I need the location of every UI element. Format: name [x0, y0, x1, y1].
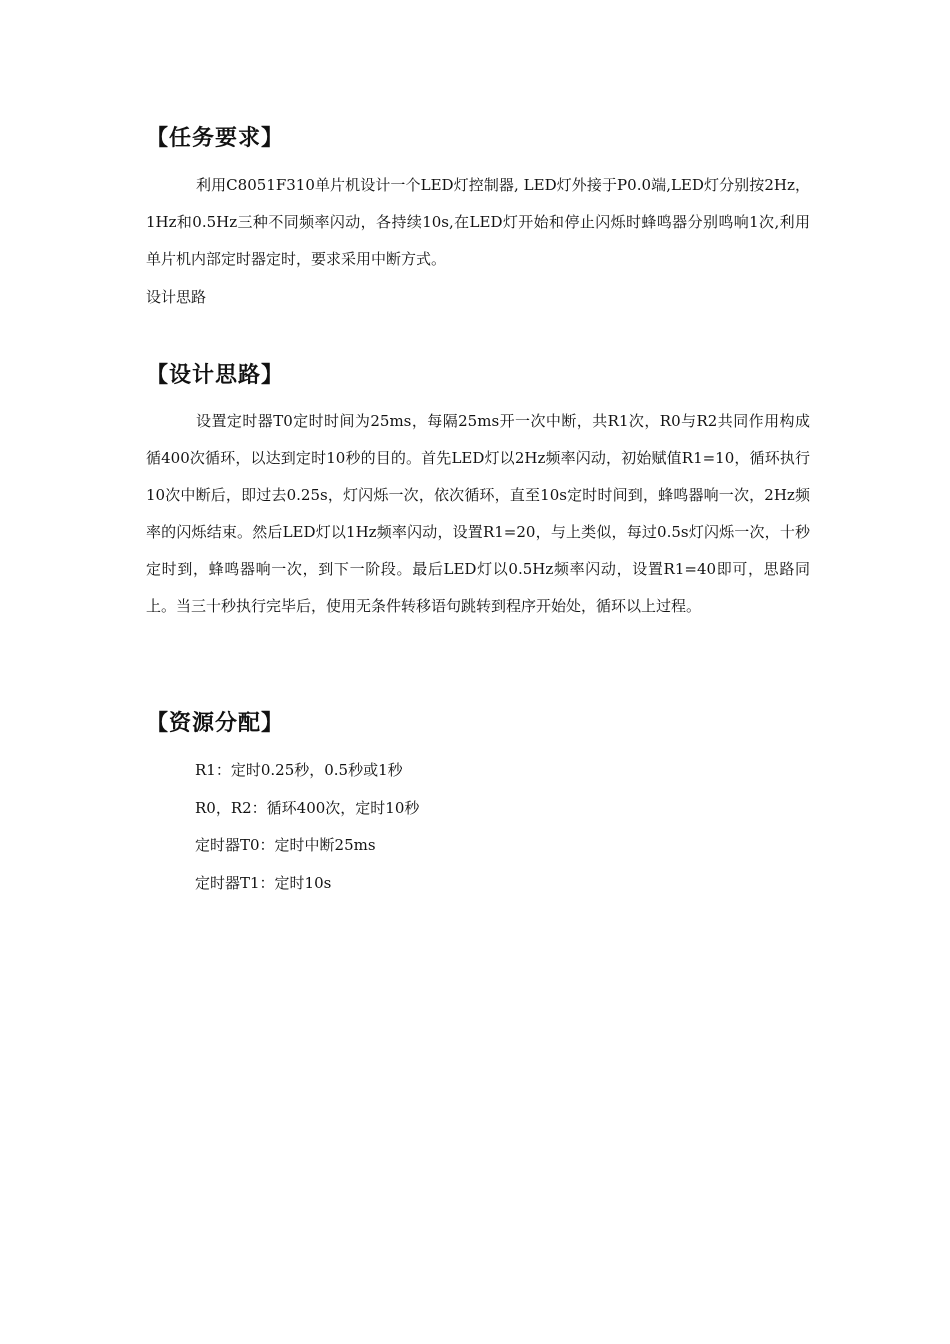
task-paragraph: 利用C8051F310单片机设计一个LED灯控制器, LED灯外接于P0.0端,LED灯分别按2Hz，1Hz和0.5Hz三种不同频率闪动，各持续10s,在LED灯开始和停止闪烁时蜂鸣器分别鸣响1次,利用单片机内部定时器定时，要求采用中断方式。 — [146, 176, 810, 268]
design-paragraph: 设置定时器T0定时时间为25ms，每隔25ms开一次中断，共R1次，R0与R2共同作用构成循400次循环，以达到定时10秒的目的。首先LED灯以2Hz频率闪动，初始赋值R1=10，循环执行10次中断后，即过去0.25s，灯闪烁一次，依次循环，直至10s定时时间到，蜂鸣器响一次，2Hz频率的闪烁结束。然后LED灯以1Hz频率闪动，设置R1=20，与上类似，每过0.5s灯闪烁一次，十秒定时到，蜂鸣器响一次，到下一阶段。最后LED灯以0.5Hz频率闪动，设置R1=40即可，思路同上。当三十秒执行完毕后，使用无条件转移语句跳转到程序开始处，循环以上过程。 — [146, 412, 810, 615]
resource-item-r1: R1：定时0.25秒，0.5秒或1秒 — [195, 761, 403, 779]
resource-list — [195, 756, 419, 906]
resource-item-r0-r2: R0，R2：循环400次，定时10秒 — [195, 798, 420, 817]
resources-heading: 【资源分配】 — [146, 710, 285, 736]
resource-item-timer-t1: 定时器T1：定时10s — [195, 873, 332, 892]
task-heading: 【任务要求】 — [146, 125, 285, 151]
resource-item-timer-t0: 定时器T0：定时中断25ms — [195, 836, 376, 854]
design-heading: 【设计思路】 — [146, 362, 285, 388]
stray-design-label: 设计思路 — [146, 288, 207, 306]
